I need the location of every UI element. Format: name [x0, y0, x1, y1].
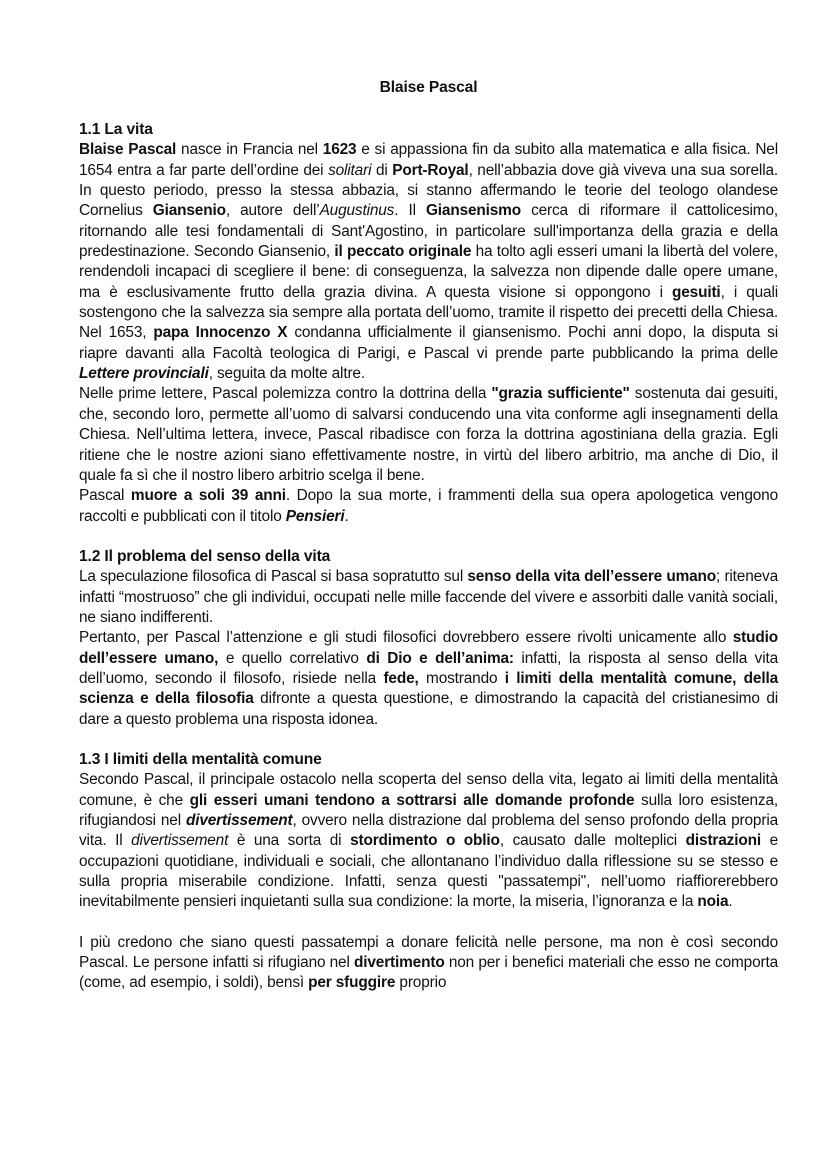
emphasis-text: i limiti della mentalità comune, della scienza e della filosofia — [79, 669, 778, 708]
emphasis-text: Blaise Pascal — [79, 141, 177, 159]
section-heading: 1.1 La vita — [79, 121, 153, 138]
emphasis-text: gli esseri umani tendono a sottrarsi alle domande profonde — [189, 791, 635, 809]
emphasis-text: noia — [697, 893, 729, 911]
emphasis-text: senso della vita dell’essere umano — [467, 568, 717, 586]
section-limiti-mentalita-comune — [79, 750, 778, 994]
emphasis-text: muore a soli 39 anni — [130, 487, 286, 505]
section-heading: 1.3 I limiti della mentalità comune — [79, 750, 322, 768]
section-heading: 1.2 Il problema del senso della vita — [79, 547, 331, 565]
emphasis-text: Augustinus — [319, 202, 395, 220]
section-la-vita — [79, 120, 778, 527]
document-title: Blaise Pascal — [379, 79, 478, 96]
emphasis-text: Giansenio — [152, 202, 226, 220]
emphasis-text: divertissement — [131, 832, 229, 850]
paragraph: Secondo Pascal, il principale ostacolo nella scoperta del senso della vita, legato ai limiti della mentalità comune, è che gli esseri umani tendono a sottrarsi alle domande profonde sulla loro esistenza, rifugiandosi nel divertissement, ovvero nella distrazione dal problema del senso profondo della propria vita. Il divertissement è una sorta di stordimento o oblio, causato dalle molteplici distrazioni e occupazioni quotidiane, individuali e sociali, che allontanano l’individuo dalla riflessione su se stesso e sulla propria miserabile condizione. Infatti, senza questi "passatempi", nell’uomo riaffiorerebbero inevitabilmente pensieri inquietanti sulla sua condizione: la morte, la miseria, l’ignoranza e la noia. — [79, 771, 779, 911]
emphasis-text: solitari — [328, 161, 372, 179]
paragraph-gap — [79, 913, 778, 933]
paragraph: Pertanto, per Pascal l’attenzione e gli studi filosofici dovrebbero essere rivolti unicamente allo studio dell’essere umano, e quello correlativo di Dio e dell’anima: infatti, la risposta al senso della vita dell’uomo, secondo il filosofo, risiede nella fede, mostrando i limiti della mentalità comune, della scienza e della filosofia difronte a questa questione, e dimostrando la capacità del cristianesimo di dare a questo problema una risposta idonea. — [79, 629, 778, 728]
emphasis-text: studio dell’essere umano, — [79, 629, 778, 667]
paragraph: I più credono che siano questi passatempi a donare felicità nelle persone, ma non è così secondo Pascal. Le persone infatti si rifugiano nel divertimento non per i benefici materiali che esso ne comporta (come, ad esempio, i soldi), bensì per sfuggire proprio — [79, 933, 778, 992]
emphasis-text: divertissement — [185, 812, 293, 829]
emphasis-text: "grazia sufficiente" — [491, 385, 630, 403]
document-page — [79, 78, 778, 1014]
emphasis-text: distrazioni — [685, 832, 761, 850]
paragraph: Nelle prime lettere, Pascal polemizza contro la dottrina della "grazia sufficiente" sostenuta dai gesuiti, che, secondo loro, permette all’uomo di salvarsi conducendo una vita conforme agli insegnamenti della Chiesa. Nell’ultima lettera, invece, Pascal ribadisce con forza la dottrina agostiniana della grazia. Egli ritiene che le nostre azioni siano effettivamente nostre, in virtù del libero arbitrio, ma anche di Dio, il quale fa sì che il nostro libero arbitrio scelga il bene. — [79, 385, 779, 484]
paragraph: La speculazione filosofica di Pascal si basa sopratutto sul senso della vita dell’essere umano; riteneva infatti “mostruoso” che gli individui, occupati nelle mille faccende del vivere e assorbiti dalle vanità sociali, ne siano indifferenti. — [79, 568, 778, 626]
paragraph: Pascal muore a soli 39 anni. Dopo la sua morte, i frammenti della sua opera apologetica vengono raccolti e pubblicati con il titolo Pensieri. — [79, 487, 778, 525]
emphasis-text: divertimento — [354, 954, 445, 972]
emphasis-text: di Dio e dell’anima: — [366, 649, 514, 667]
section-problema-senso-vita — [79, 547, 778, 730]
emphasis-text: Giansenismo — [425, 202, 521, 220]
emphasis-text: stordimento o oblio — [350, 832, 500, 850]
emphasis-text: per sfuggire — [308, 974, 396, 992]
emphasis-text: Lettere provinciali — [79, 365, 209, 383]
emphasis-text: Pensieri — [285, 507, 345, 525]
emphasis-text: Port-Royal — [392, 161, 469, 179]
paragraph: Blaise Pascal nasce in Francia nel 1623 e si appassiona fin da subito alla matematica e alla fisica. Nel 1654 entra a far parte dell’ordine dei solitari di Port-Royal, nell’abbazia dove già viveva una sua sorella. In questo periodo, presso la stessa abbazia, si stanno affermando le teorie del teologo olandese Cornelius Giansenio, autore dell’Augustinus. Il Giansenismo cerca di riformare il cattolicesimo, ritornando alle tesi fondamentali di Sant'Agostino, in particolare sull'importanza della grazia e della predestinazione. Secondo Giansenio, il peccato originale ha tolto agli esseri umani la libertà del volere, rendendoli incapaci di scegliere il bene: di conseguenza, la salvezza non dipende dalle opere umane, ma è esclusivamente frutto della grazia divina. A questa visione si oppongono i gesuiti, i quali sostengono che la salvezza sia sempre alla portata dell’uomo, tramite il rispetto dei precetti della Chiesa. Nel 1653, papa Innocenzo X condanna ufficialmente il giansenismo. Pochi anni dopo, la disputa si riapre davanti alla Facoltà teologica di Parigi, e Pascal vi prende parte pubblicando la prima delle Lettere provinciali, seguita da molte altre. — [79, 141, 779, 383]
emphasis-text: gesuiti — [672, 283, 721, 301]
emphasis-text: fede, — [383, 669, 419, 687]
emphasis-text: il peccato originale — [334, 243, 472, 261]
emphasis-text: papa Innocenzo X — [153, 324, 288, 342]
emphasis-text: 1623 — [322, 141, 357, 159]
